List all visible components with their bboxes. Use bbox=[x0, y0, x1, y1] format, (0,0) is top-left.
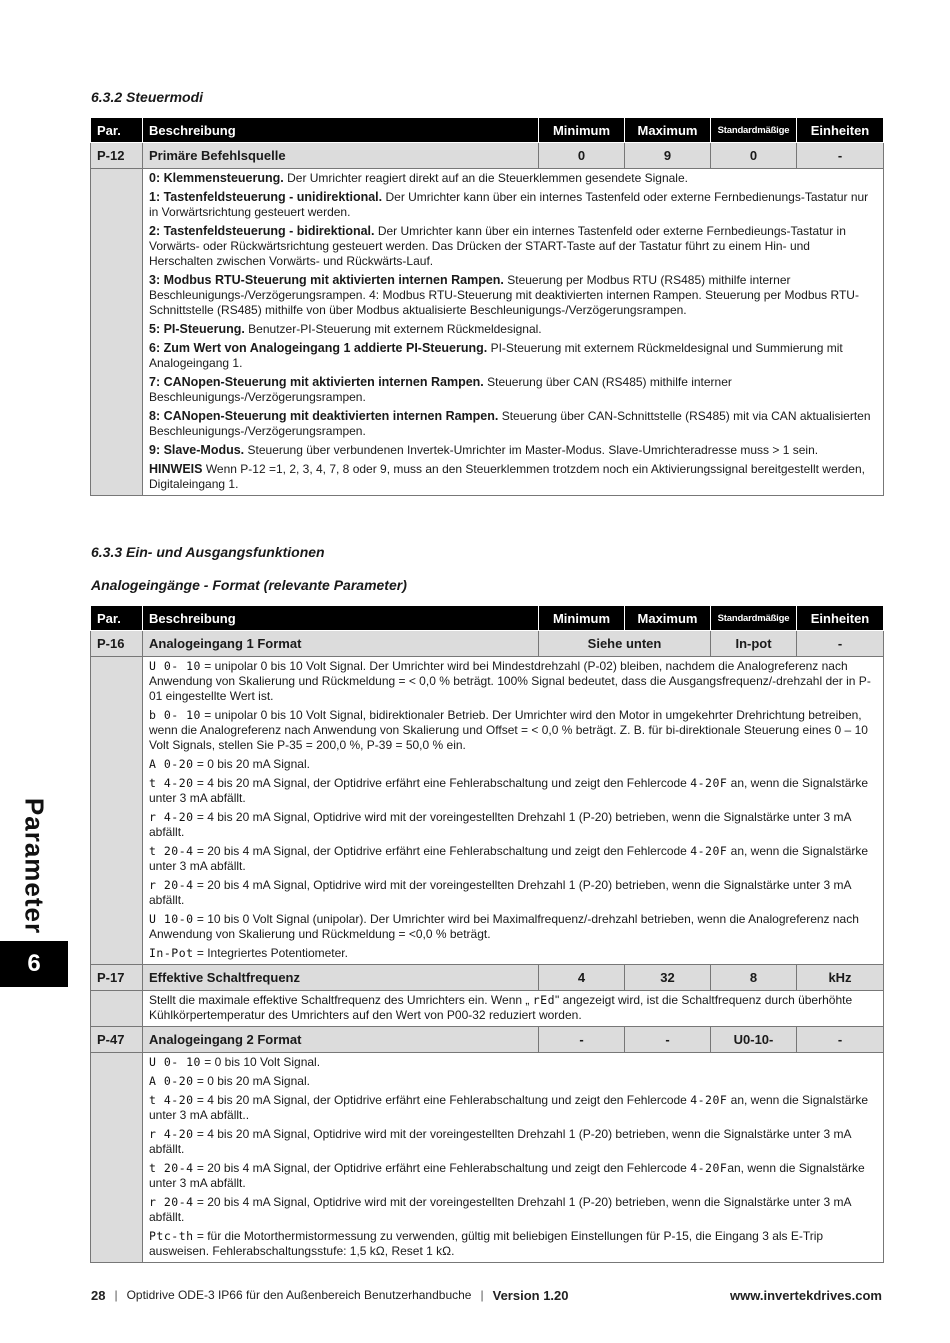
option-item bbox=[149, 757, 877, 772]
header-units: Einheiten bbox=[797, 606, 884, 631]
option-text: = 20 bis 4 mA Signal, der Optidrive erfährt eine Fehlerabschaltung und zeigt den Fehlercode bbox=[193, 1161, 691, 1175]
description-part: " angezeigt wird, ist die Schaltfrequenz durch überhöhte Kühlkörpertemperatur des Umrichters auf den Wert von P00-32 reduziert worden. bbox=[149, 993, 853, 1022]
display-code: t 20-4 bbox=[149, 1161, 194, 1175]
param-code: P-12 bbox=[91, 143, 143, 169]
display-code: rEd bbox=[532, 993, 556, 1007]
option-item bbox=[149, 1074, 877, 1089]
header-minimum: Minimum bbox=[539, 118, 625, 143]
header-description: Beschreibung bbox=[143, 606, 539, 631]
mode-text: Der Umrichter reagiert direkt auf an die Steuerklemmen gesendete Signale. bbox=[283, 171, 688, 185]
fault-code: 4-20F bbox=[690, 776, 728, 790]
param-row-p12 bbox=[91, 143, 884, 169]
mode-lead: 5: PI-Steuerung. bbox=[149, 322, 245, 336]
option-text: = 20 bis 4 mA Signal, Optidrive wird mit der voreingestellten Drehzahl 1 (P-20) betrieben, wenn die Signalstärke unter 3 mA abfällt. bbox=[149, 878, 851, 907]
note-text: Wenn P-12 =1, 2, 3, 4, 7, 8 oder 9, muss an den Steuerklemmen trotzdem noch ein Aktivierungssignal bereitgestellt werden, Digitaleingang 1. bbox=[149, 462, 865, 491]
header-default: Standardmäßige bbox=[711, 606, 797, 631]
description-text bbox=[149, 993, 877, 1023]
mode-lead: 8: CANopen-Steuerung mit deaktivierten internen Rampen. bbox=[149, 409, 499, 423]
param-default: U0-10- bbox=[711, 1027, 797, 1053]
mode-item bbox=[149, 341, 877, 371]
steuermodi-table bbox=[90, 117, 884, 496]
option-text: = für die Motorthermistormessung zu verwenden, gültig mit beliebigen Einstellungen für P-15, die Eingang 3 als E-Trip ausweisen. Fehlerabschaltungsstufe: 1,5 kΩ, Reset 1 kΩ. bbox=[149, 1229, 824, 1258]
option-text: = unipolar 0 bis 10 Volt Signal, bidirektionaler Betrieb. Der Umrichter wird den Motor in umgekehrter Drehrichtung betreiben, wenn die Analogreferenz nach Anwendung von Skalierung und Offset = < 0,0 % beträgt. Z. B. für bi-direktionale Steuerung eines 0 – 10 Volt Signals, stellen Sie P-35 = 200,0 %, P-39 = 50,0 % ein. bbox=[149, 708, 868, 752]
param-code: P-16 bbox=[91, 631, 143, 657]
mode-lead: 3: Modbus RTU-Steuerung mit aktivierten internen Rampen. bbox=[149, 273, 504, 287]
param-row-p17 bbox=[91, 965, 884, 991]
mode-lead: 0: Klemmensteuerung. bbox=[149, 171, 284, 185]
option-text: = 4 bis 20 mA Signal, der Optidrive erfährt eine Fehlerabschaltung und zeigt den Fehlercode bbox=[193, 1093, 691, 1107]
param-description bbox=[143, 169, 884, 496]
header-description: Beschreibung bbox=[143, 118, 539, 143]
param-min: 0 bbox=[539, 143, 625, 169]
option-text-tail: an, wenn die Signalstärke unter 3 mA abfällt. bbox=[149, 1161, 865, 1190]
option-text: = 10 bis 0 Volt Signal (unipolar). Der Umrichter wird bei Maximalfrequenz/-drehzahl betrieben, wenn die Analogreferenz nach Anwendung von Skalierung und Rückmeldung = <0,0 % beträgt. bbox=[149, 912, 859, 941]
param-description bbox=[143, 991, 884, 1027]
option-item bbox=[149, 912, 877, 942]
option-item bbox=[149, 1195, 877, 1225]
mode-lead: 6: Zum Wert von Analogeingang 1 addierte PI-Steuerung. bbox=[149, 341, 488, 355]
display-code: U 10-0 bbox=[149, 912, 194, 926]
header-par: Par. bbox=[91, 118, 143, 143]
param-min: 4 bbox=[539, 965, 625, 991]
param-max: 32 bbox=[625, 965, 711, 991]
fault-code: 4-20F bbox=[690, 844, 728, 858]
option-item bbox=[149, 946, 877, 961]
mode-text: PI-Steuerung mit externem Rückmeldesignal und Summierung mit Analogeingang 1. bbox=[149, 341, 843, 370]
display-code: r 4-20 bbox=[149, 1127, 194, 1141]
mode-item bbox=[149, 375, 877, 405]
param-desc-row-p12 bbox=[91, 169, 884, 496]
param-desc-row-p47 bbox=[91, 1053, 884, 1263]
option-text: = 0 bis 20 mA Signal. bbox=[193, 757, 310, 771]
param-unit: - bbox=[797, 143, 884, 169]
param-unit: - bbox=[797, 1027, 884, 1053]
mode-text: Steuerung über CAN-Schnittstelle (RS485) mit via CAN aktualisierten Beschleunigungs-/Verzögerungsrampen. bbox=[149, 409, 871, 438]
analog-params-table bbox=[90, 605, 884, 1263]
option-item bbox=[149, 1093, 877, 1123]
display-code: A 0-20 bbox=[149, 1074, 194, 1088]
footer-separator: | bbox=[114, 1288, 118, 1302]
display-code: U 0- 10 bbox=[149, 659, 201, 673]
option-text: = 20 bis 4 mA Signal, der Optidrive erfährt eine Fehlerabschaltung und zeigt den Fehlercode bbox=[193, 844, 691, 858]
param-code-spacer bbox=[91, 657, 143, 965]
display-code: In-Pot bbox=[149, 946, 194, 960]
mode-item bbox=[149, 443, 877, 458]
page-footer bbox=[91, 1286, 882, 1304]
param-desc-row-p17 bbox=[91, 991, 884, 1027]
display-code: U 0- 10 bbox=[149, 1055, 201, 1069]
mode-item bbox=[149, 409, 877, 439]
mode-lead: 7: CANopen-Steuerung mit aktivierten internen Rampen. bbox=[149, 375, 484, 389]
option-text: = unipolar 0 bis 10 Volt Signal. Der Umrichter wird bei Mindestdrehzahl (P-02) bleiben, nachdem die Analogreferenz nach Anwendung von Skalierung und Rückmeldung = < 0,0 % beträgt. 100% Signal bedeutet, dass die Ausgangsfrequenz/-drehzahl der in P-01 eingestellte Wert ist. bbox=[149, 659, 871, 703]
mode-item bbox=[149, 273, 877, 318]
param-default: In-pot bbox=[711, 631, 797, 657]
display-code: t 4-20 bbox=[149, 776, 194, 790]
option-item bbox=[149, 659, 877, 704]
param-unit: kHz bbox=[797, 965, 884, 991]
display-code: A 0-20 bbox=[149, 757, 194, 771]
table-header-row bbox=[91, 606, 884, 631]
option-item bbox=[149, 1229, 877, 1259]
mode-text: Der Umrichter kann über ein internes Tastenfeld oder externe Fernbedienungs-Tastatur nur in Vorwärtsrichtung gesteuert werden. bbox=[149, 190, 869, 219]
param-description bbox=[143, 657, 884, 965]
option-text: = 0 bis 20 mA Signal. bbox=[193, 1074, 310, 1088]
param-code: P-47 bbox=[91, 1027, 143, 1053]
option-text: = Integriertes Potentiometer. bbox=[193, 946, 348, 960]
param-row-p16 bbox=[91, 631, 884, 657]
display-code: r 20-4 bbox=[149, 878, 194, 892]
footer-separator: | bbox=[480, 1288, 484, 1302]
param-range: Siehe unten bbox=[539, 631, 711, 657]
param-name: Primäre Befehlsquelle bbox=[143, 143, 539, 169]
param-code-spacer bbox=[91, 991, 143, 1027]
mode-text: Steuerung über verbundenen Invertek-Umrichter im Master-Modus. Slave-Umrichteradresse muss > 1 sein. bbox=[244, 443, 819, 457]
manual-title: Optidrive ODE-3 IP66 für den Außenbereich Benutzerhandbuche bbox=[126, 1288, 472, 1302]
mode-lead: 9: Slave-Modus. bbox=[149, 443, 245, 457]
header-maximum: Maximum bbox=[625, 118, 711, 143]
option-item bbox=[149, 810, 877, 840]
table-header-row bbox=[91, 118, 884, 143]
note-item bbox=[149, 462, 877, 492]
option-text-tail: an, wenn die Signalstärke unter 3 mA abfällt. bbox=[149, 776, 869, 805]
header-units: Einheiten bbox=[797, 118, 884, 143]
fault-code: 4-20F bbox=[690, 1161, 728, 1175]
param-max: - bbox=[625, 1027, 711, 1053]
header-minimum: Minimum bbox=[539, 606, 625, 631]
version-label: Version 1.20 bbox=[492, 1287, 569, 1303]
option-item bbox=[149, 776, 877, 806]
option-text-tail: an, wenn die Signalstärke unter 3 mA abfällt. bbox=[149, 844, 869, 873]
param-desc-row-p16 bbox=[91, 657, 884, 965]
param-description bbox=[143, 1053, 884, 1263]
display-code: b 0- 10 bbox=[149, 708, 201, 722]
mode-text: Steuerung über CAN (RS485) mithilfe interner Beschleunigungs-/Verzögerungsrampen. bbox=[149, 375, 732, 404]
option-text: = 4 bis 20 mA Signal, Optidrive wird mit der voreingestellten Drehzahl 1 (P-20) betrieben, wenn die Signalstärke unter 3 mA abfällt. bbox=[149, 810, 851, 839]
mode-text: Steuerung per Modbus RTU (RS485) mithilfe interner Beschleunigungs-/Verzögerungsrampen. 4: Modbus RTU-Steuerung mit deaktivierten internen Rampen. Steuerung per Modbus RTU-Schnittstelle (RS485) mithilfe von über Modbus aktualisierte Beschleunigungs-/Verzögerungsrampen. bbox=[149, 273, 859, 317]
section-title-analog-inputs: Analogeingänge - Format (relevante Parameter) bbox=[91, 577, 407, 593]
display-code: r 20-4 bbox=[149, 1195, 194, 1209]
param-min: - bbox=[539, 1027, 625, 1053]
option-text: = 20 bis 4 mA Signal, Optidrive wird mit der voreingestellten Drehzahl 1 (P-20) betrieben, wenn die Signalstärke unter 3 mA abfällt. bbox=[149, 1195, 851, 1224]
website-link[interactable]: www.invertekdrives.com bbox=[730, 1287, 882, 1303]
note-lead: HINWEIS bbox=[149, 462, 203, 476]
option-text-tail: an, wenn die Signalstärke unter 3 mA abfällt.. bbox=[149, 1093, 869, 1122]
option-text: = 4 bis 20 mA Signal, der Optidrive erfährt eine Fehlerabschaltung und zeigt den Fehlercode bbox=[193, 776, 691, 790]
chapter-side-label: Parameter bbox=[19, 797, 50, 935]
description-part: Stellt die maximale effektive Schaltfrequenz des Umrichters ein. Wenn „ bbox=[149, 993, 533, 1007]
mode-item bbox=[149, 190, 877, 220]
option-text: = 4 bis 20 mA Signal, Optidrive wird mit der voreingestellten Drehzahl 1 (P-20) betrieben, wenn die Signalstärke unter 3 mA abfällt. bbox=[149, 1127, 851, 1156]
option-item bbox=[149, 708, 877, 753]
option-item bbox=[149, 844, 877, 874]
option-item bbox=[149, 1127, 877, 1157]
param-name: Analogeingang 1 Format bbox=[143, 631, 539, 657]
display-code: t 20-4 bbox=[149, 844, 194, 858]
section-title-steuermodi: 6.3.2 Steuermodi bbox=[91, 89, 204, 105]
mode-lead: 1: Tastenfeldsteuerung - unidirektional. bbox=[149, 190, 383, 204]
display-code: Ptc-th bbox=[149, 1229, 194, 1243]
display-code: r 4-20 bbox=[149, 810, 194, 824]
page-number: 28 bbox=[91, 1287, 106, 1303]
header-default: Standardmäßige bbox=[711, 118, 797, 143]
option-text: = 0 bis 10 Volt Signal. bbox=[200, 1055, 321, 1069]
param-default: 8 bbox=[711, 965, 797, 991]
header-maximum: Maximum bbox=[625, 606, 711, 631]
mode-text: Benutzer-PI-Steuerung mit externem Rückmeldesignal. bbox=[244, 322, 542, 336]
option-item bbox=[149, 1055, 877, 1070]
param-max: 9 bbox=[625, 143, 711, 169]
mode-lead: 2: Tastenfeldsteuerung - bidirektional. bbox=[149, 224, 375, 238]
header-par: Par. bbox=[91, 606, 143, 631]
option-item bbox=[149, 1161, 877, 1191]
display-code: t 4-20 bbox=[149, 1093, 194, 1107]
mode-item bbox=[149, 171, 877, 186]
option-item bbox=[149, 878, 877, 908]
param-code: P-17 bbox=[91, 965, 143, 991]
mode-item bbox=[149, 322, 877, 337]
param-unit: - bbox=[797, 631, 884, 657]
mode-text: Der Umrichter kann über ein internes Tastenfeld oder externe Fernbedieungs-Tastatur in Vorwärts- oder Rückwärtsrichtung gesteuert werden. Das Drücken der START-Taste auf der Tastatur führt zu einem Hin- und Herschalten zwischen Vorwärts- und Rückwärts-Lauf. bbox=[149, 224, 846, 268]
param-code-spacer bbox=[91, 169, 143, 496]
param-row-p47 bbox=[91, 1027, 884, 1053]
param-name: Effektive Schaltfrequenz bbox=[143, 965, 539, 991]
mode-item bbox=[149, 224, 877, 269]
chapter-number-tab: 6 bbox=[0, 941, 68, 987]
param-name: Analogeingang 2 Format bbox=[143, 1027, 539, 1053]
fault-code: 4-20F bbox=[690, 1093, 728, 1107]
param-default: 0 bbox=[711, 143, 797, 169]
section-title-io-functions: 6.3.3 Ein- und Ausgangsfunktionen bbox=[91, 544, 325, 560]
param-code-spacer bbox=[91, 1053, 143, 1263]
